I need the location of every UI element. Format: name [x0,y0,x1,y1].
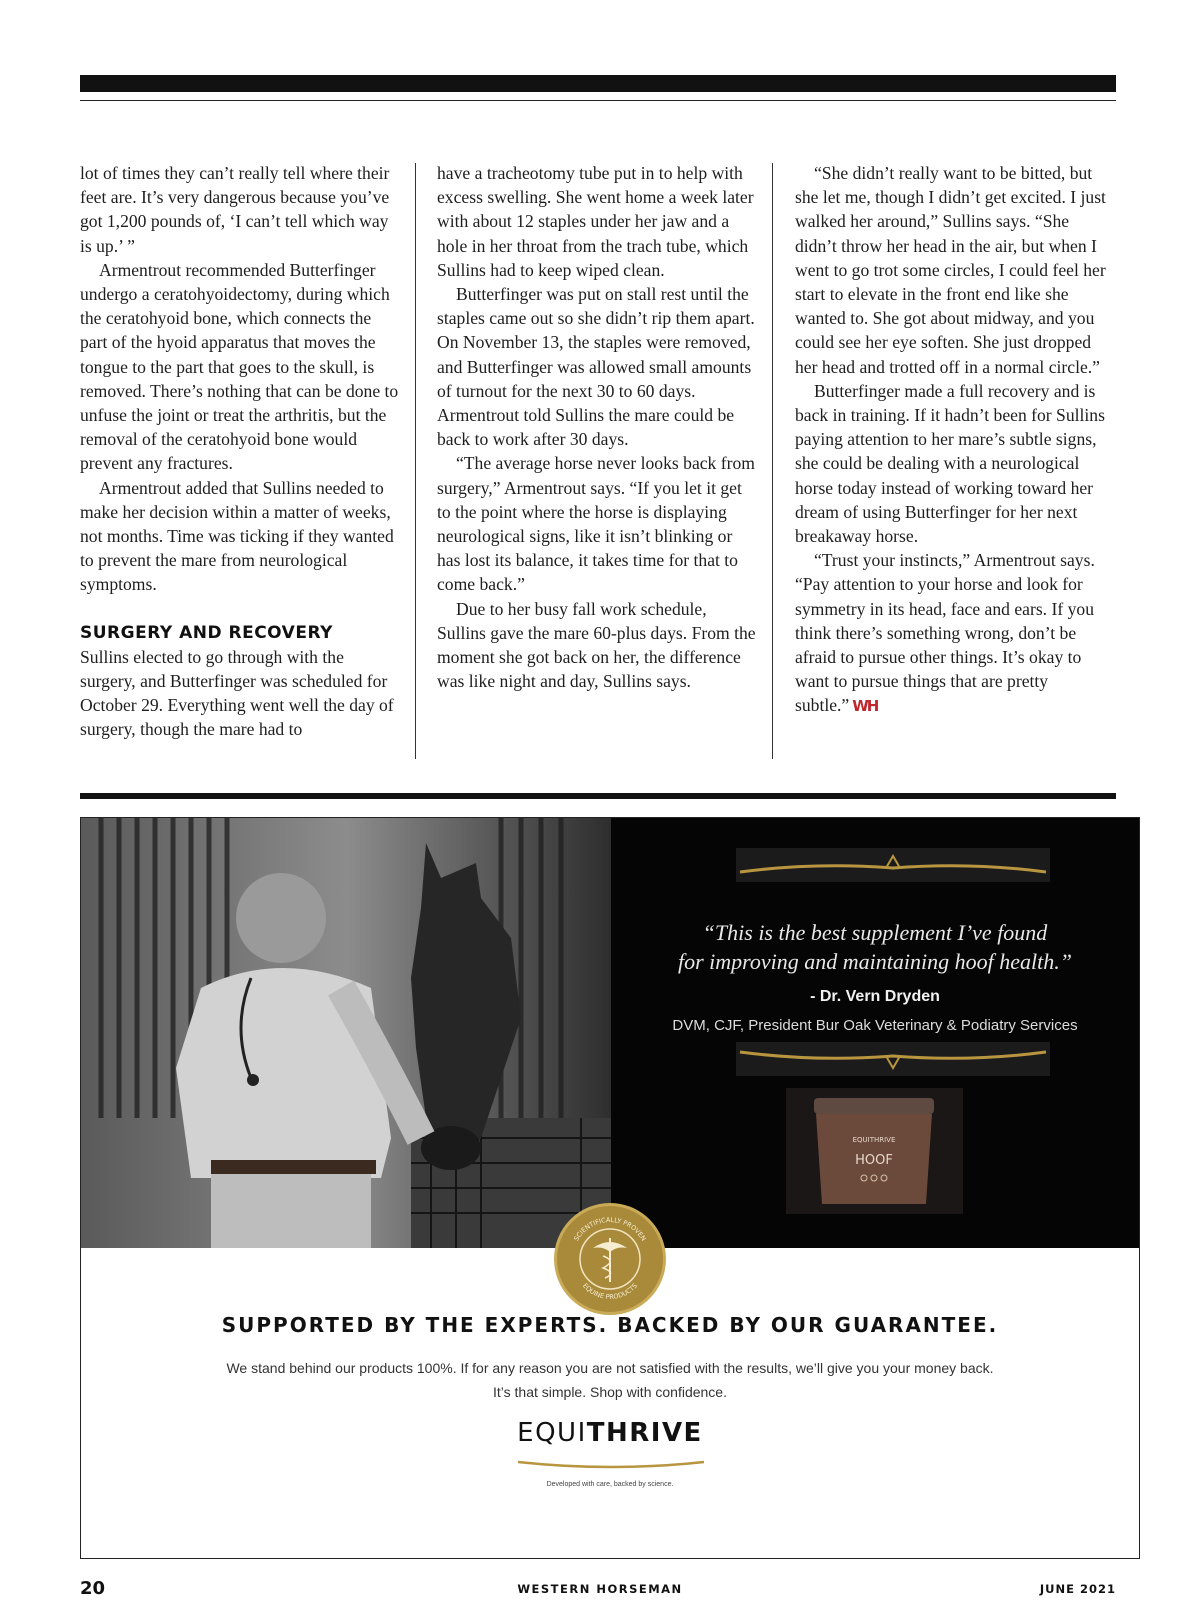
section-divider-bar [80,793,1116,799]
quote-line: for improving and maintaining hoof health.” [678,949,1072,974]
paragraph: have a tracheotomy tube put in to help with excess swelling. She went home a week later with about 12 staples under her jaw and a hole in her throat from the trach tube, which Sullins had to keep wiped clean. [437,163,754,280]
paragraph: “The average horse never looks back from surgery,” Armentrout says. “If you let it get to the point where the horse is displaying neurological signs, like it isn’t blinking or has lost its balance, it takes time for that to come back.” [437,453,755,595]
supplement-tub-icon [786,1088,963,1214]
tub-product-name: HOOF [855,1153,893,1168]
tub-brand: EQUITHRIVE [852,1136,896,1144]
paragraph-text: “Trust your instincts,” Armentrout says. “Pay attention to your horse and look for symmetry in its head, face and ears. If you think there’s something wrong, don’t be afraid to pursue other things. It’s okay to want to pursue things that are pretty subtle.” [795,550,1095,716]
article-column-1 [80,161,400,741]
paragraph: Butterfinger made a full recovery and is back in training. If it hadn’t been for Sullins paying attention to her mare’s subtle signs, she could be dealing with a neurological horse today instead of working toward her dream of using Butterfinger for her next breakaway horse. [795,380,1105,547]
paragraph: Due to her busy fall work schedule, Sullins gave the mare 60-plus days. From the moment she got back on her, the difference was like night and day, Sullins says. [437,598,756,692]
paragraph: lot of times they can’t really tell where their feet are. It’s very dangerous because you’ve got 1,200 pounds of, ‘I can’t tell which way is up.’ ” [80,163,390,256]
quote-credentials: DVM, CJF, President Bur Oak Veterinary & Podiatry Services [672,1017,1078,1034]
hoof-supplement-tub [786,1088,963,1214]
paragraph: Sullins elected to go through with the surgery, and Butterfinger was scheduled for October 29. Everything went well the day of surgery, though the mare had to [80,646,394,740]
column-divider [415,163,416,759]
column-divider [772,163,773,759]
logo-bold-text: THRIVE [586,1418,703,1448]
issue-date: JUNE 2021 [1039,1582,1116,1596]
testimonial-quote [611,918,1139,976]
header-rule [80,100,1116,101]
paragraph: Armentrout recommended Butterfinger undergo a ceratohyoidectomy, during which the ceratohyoid bone, which connects the part of the hyoid apparatus that moves the tongue to the part that goes to the skull, is removed. There’s nothing that can be done to unfuse the joint or treat the arthritis, but the removal of the ceratohyoid bone would prevent any fractures. [80,259,399,474]
paragraph [795,548,1115,718]
gold-swash-ornament [516,1458,706,1472]
logo-light-text: EQUI [517,1418,587,1448]
caduceus-icon [557,1206,663,1312]
paragraph: Butterfinger was put on stall rest until the staples came out so she didn’t rip them apart. On November 13, the staples were removed, and Butterfinger was allowed small amounts of turnout for the next 30 to 60 days. Armentrout told Sullins the mare could be back to work after 30 days. [437,284,755,450]
paragraph: Armentrout added that Sullins needed to make her decision within a matter of weeks, not months. Time was ticking if they wanted to prevent the mare from neurological symptoms. [80,477,394,595]
quote-line: “This is the best supplement I’ve found [702,920,1048,945]
badge-top-text: SCIENTIFICALLY PROVEN [572,1215,648,1243]
ad-body-text [81,1356,1139,1404]
svg-text:EQUINE PRODUCTS [581,1282,639,1301]
header-bar [80,75,1116,92]
page-number: 20 [80,1578,106,1599]
ad-headline: SUPPORTED BY THE EXPERTS. BACKED BY OUR GUARANTEE. [221,1313,999,1337]
magazine-name: WESTERN HORSEMAN [517,1582,683,1596]
gold-frame-ornament [736,848,1050,882]
brand-tagline: Developed with care, backed by science. [546,1481,674,1488]
equithrive-logo[interactable] [81,1418,1139,1448]
photo-illustration [81,818,611,1248]
gold-frame-ornament [736,1042,1050,1076]
end-mark-logo: WH [852,697,878,716]
article-column-2 [437,161,757,693]
paragraph: “She didn’t really want to be bitted, but she let me, though I didn’t get excited. I just walked her around,” Sullins says. “She didn’t throw her head in the air, but when I went to go trot some circles, I could feel her start to elevate in the front end like she wanted to. She got about midway, and you could see her eye soften. She just dropped her head and trotted off in a normal circle.” [795,163,1106,377]
ad-body-line: It’s that simple. Shop with confidence. [493,1384,727,1400]
equithrive-advertisement[interactable] [80,817,1140,1559]
article-column-3 [795,161,1115,719]
scientifically-proven-badge [554,1203,666,1315]
quote-author: - Dr. Vern Dryden [810,988,940,1005]
testimonial-panel [611,818,1139,1248]
section-heading: SURGERY AND RECOVERY [80,622,333,643]
badge-bottom-text: EQUINE PRODUCTS [581,1281,639,1302]
vet-with-horse-photo [81,818,611,1248]
ad-body-line: We stand behind our products 100%. If for any reason you are not satisfied with the results, we’ll give you your money back. [226,1360,994,1376]
